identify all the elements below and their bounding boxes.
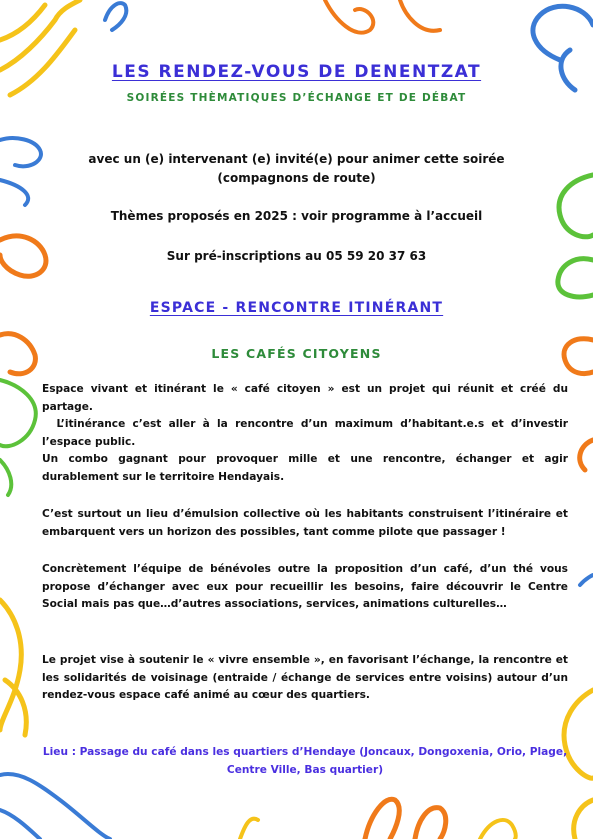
paragraph-3: Un combo gagnant pour provoquer mille et une rencontre, échanger et agir durablement sur le territoire Hendayais. [42,453,568,483]
section-subtitle: LES CAFÉS CITOYENS [211,346,382,361]
section-title: ESPACE - RENCONTRE ITINÉRANT [149,300,444,316]
registration-line: Sur pré-inscriptions au 05 59 20 37 63 [166,249,427,263]
paragraph-2: L’itinérance c’est aller à la rencontre d’un maximum d’habitant.e.s et d’investir l’espace public. [42,418,572,448]
paragraph-6: Le projet vise à soutenir le « vivre ensemble », en favorisant l’échange, la rencontre et les solidarités de voisinage (entraide / échange de services entre voisins) autour d’un rendez-vous espace café animé au cœur des quartiers. [42,654,568,701]
page-subtitle: SOIRÉES THÈMATIQUES D’ÉCHANGE ET DE DÉBAT [126,92,467,104]
location-text: Lieu : Passage du café dans les quartiers d’Hendaye (Joncaux, Dongoxenia, Orio, Plage, Centre Ville, Bas quartier) [42,746,568,776]
page-title: LES RENDEZ-VOUS DE DENENTZAT [111,62,482,82]
guest-line-1: avec un (e) intervenant (e) invité(e) pour animer cette soirée [88,152,505,166]
guest-line-2: (compagnons de route) [217,171,376,185]
themes-line: Thèmes proposés en 2025 : voir programme à l’accueil [110,209,483,223]
paragraph-4: C’est surtout un lieu d’émulsion collective où les habitants construisent l’itinéraire et embarquent vers un horizon des possibles, tant comme pilote que passager ! [42,508,568,538]
paragraph-5: Concrètement l’équipe de bénévoles outre la proposition d’un café, d’un thé vous propose d’échanger avec eux pour recueillir les besoins, faire découvrir le Centre Social mais pas que…d’autres associations, services, animations culturelles… [42,563,568,610]
paragraph-1: Espace vivant et itinérant le « café citoyen » est un projet qui réunit et créé du partage. [42,383,568,413]
